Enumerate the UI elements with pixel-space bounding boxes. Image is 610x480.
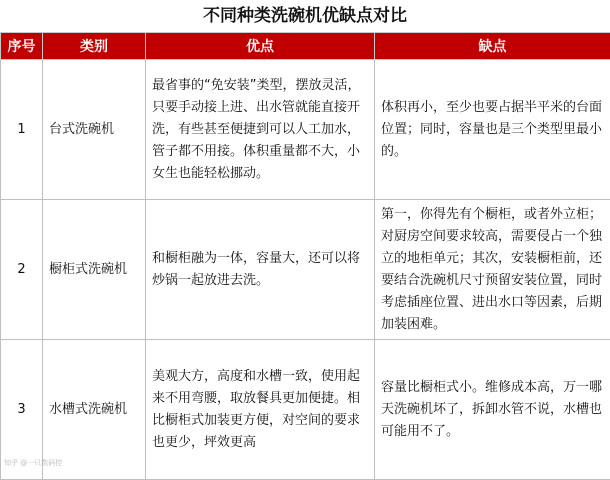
header-pros: 优点: [146, 33, 375, 60]
row-cons: 容量比橱柜式小。维修成本高，万一哪天洗碗机坏了，拆卸水管不说，水槽也可能用不了。: [375, 340, 610, 480]
table-row: [1, 60, 610, 200]
header-category: 类别: [43, 33, 146, 60]
row-pros: 最省事的“免安装”类型，摆放灵活，只要手动接上进、出水管就能直接开洗，有些甚至便捷到可以人工加水，管子都不用接。体积重量都不大，小女生也能轻松挪动。: [146, 60, 375, 200]
table-row: [1, 200, 610, 340]
row-index: 3: [1, 340, 43, 480]
table-header-row: [1, 33, 610, 60]
row-pros: 和橱柜融为一体，容量大，还可以将炒锅一起放进去洗。: [146, 200, 375, 340]
row-cons: 体积再小，至少也要占据半平米的台面位置；同时，容量也是三个类型里最小的。: [375, 60, 610, 200]
watermark: 知乎 @一只数码控: [4, 459, 63, 467]
comparison-table: [0, 32, 610, 480]
row-index: 1: [1, 60, 43, 200]
page-title: 不同种类洗碗机优缺点对比: [203, 6, 407, 26]
header-cons: 缺点: [375, 33, 610, 60]
header-index: 序号: [1, 33, 43, 60]
row-category: 台式洗碗机: [43, 60, 146, 200]
row-cons: 第一，你得先有个橱柜，或者外立柜；对厨房空间要求较高，需要侵占一个独立的地柜单元；其次，安装橱柜前，还要结合洗碗机尺寸预留安装位置，同时考虑插座位置、进出水口等因素，后期加装困难。: [375, 200, 610, 340]
row-category: 水槽式洗碗机: [43, 340, 146, 480]
row-index: 2: [1, 200, 43, 340]
row-category: 橱柜式洗碗机: [43, 200, 146, 340]
row-pros: 美观大方，高度和水槽一致，使用起来不用弯腰，取放餐具更加便捷。相比橱柜式加装更方便，对空间的要求也更少，坪效更高: [146, 340, 375, 480]
table-row: [1, 340, 610, 480]
